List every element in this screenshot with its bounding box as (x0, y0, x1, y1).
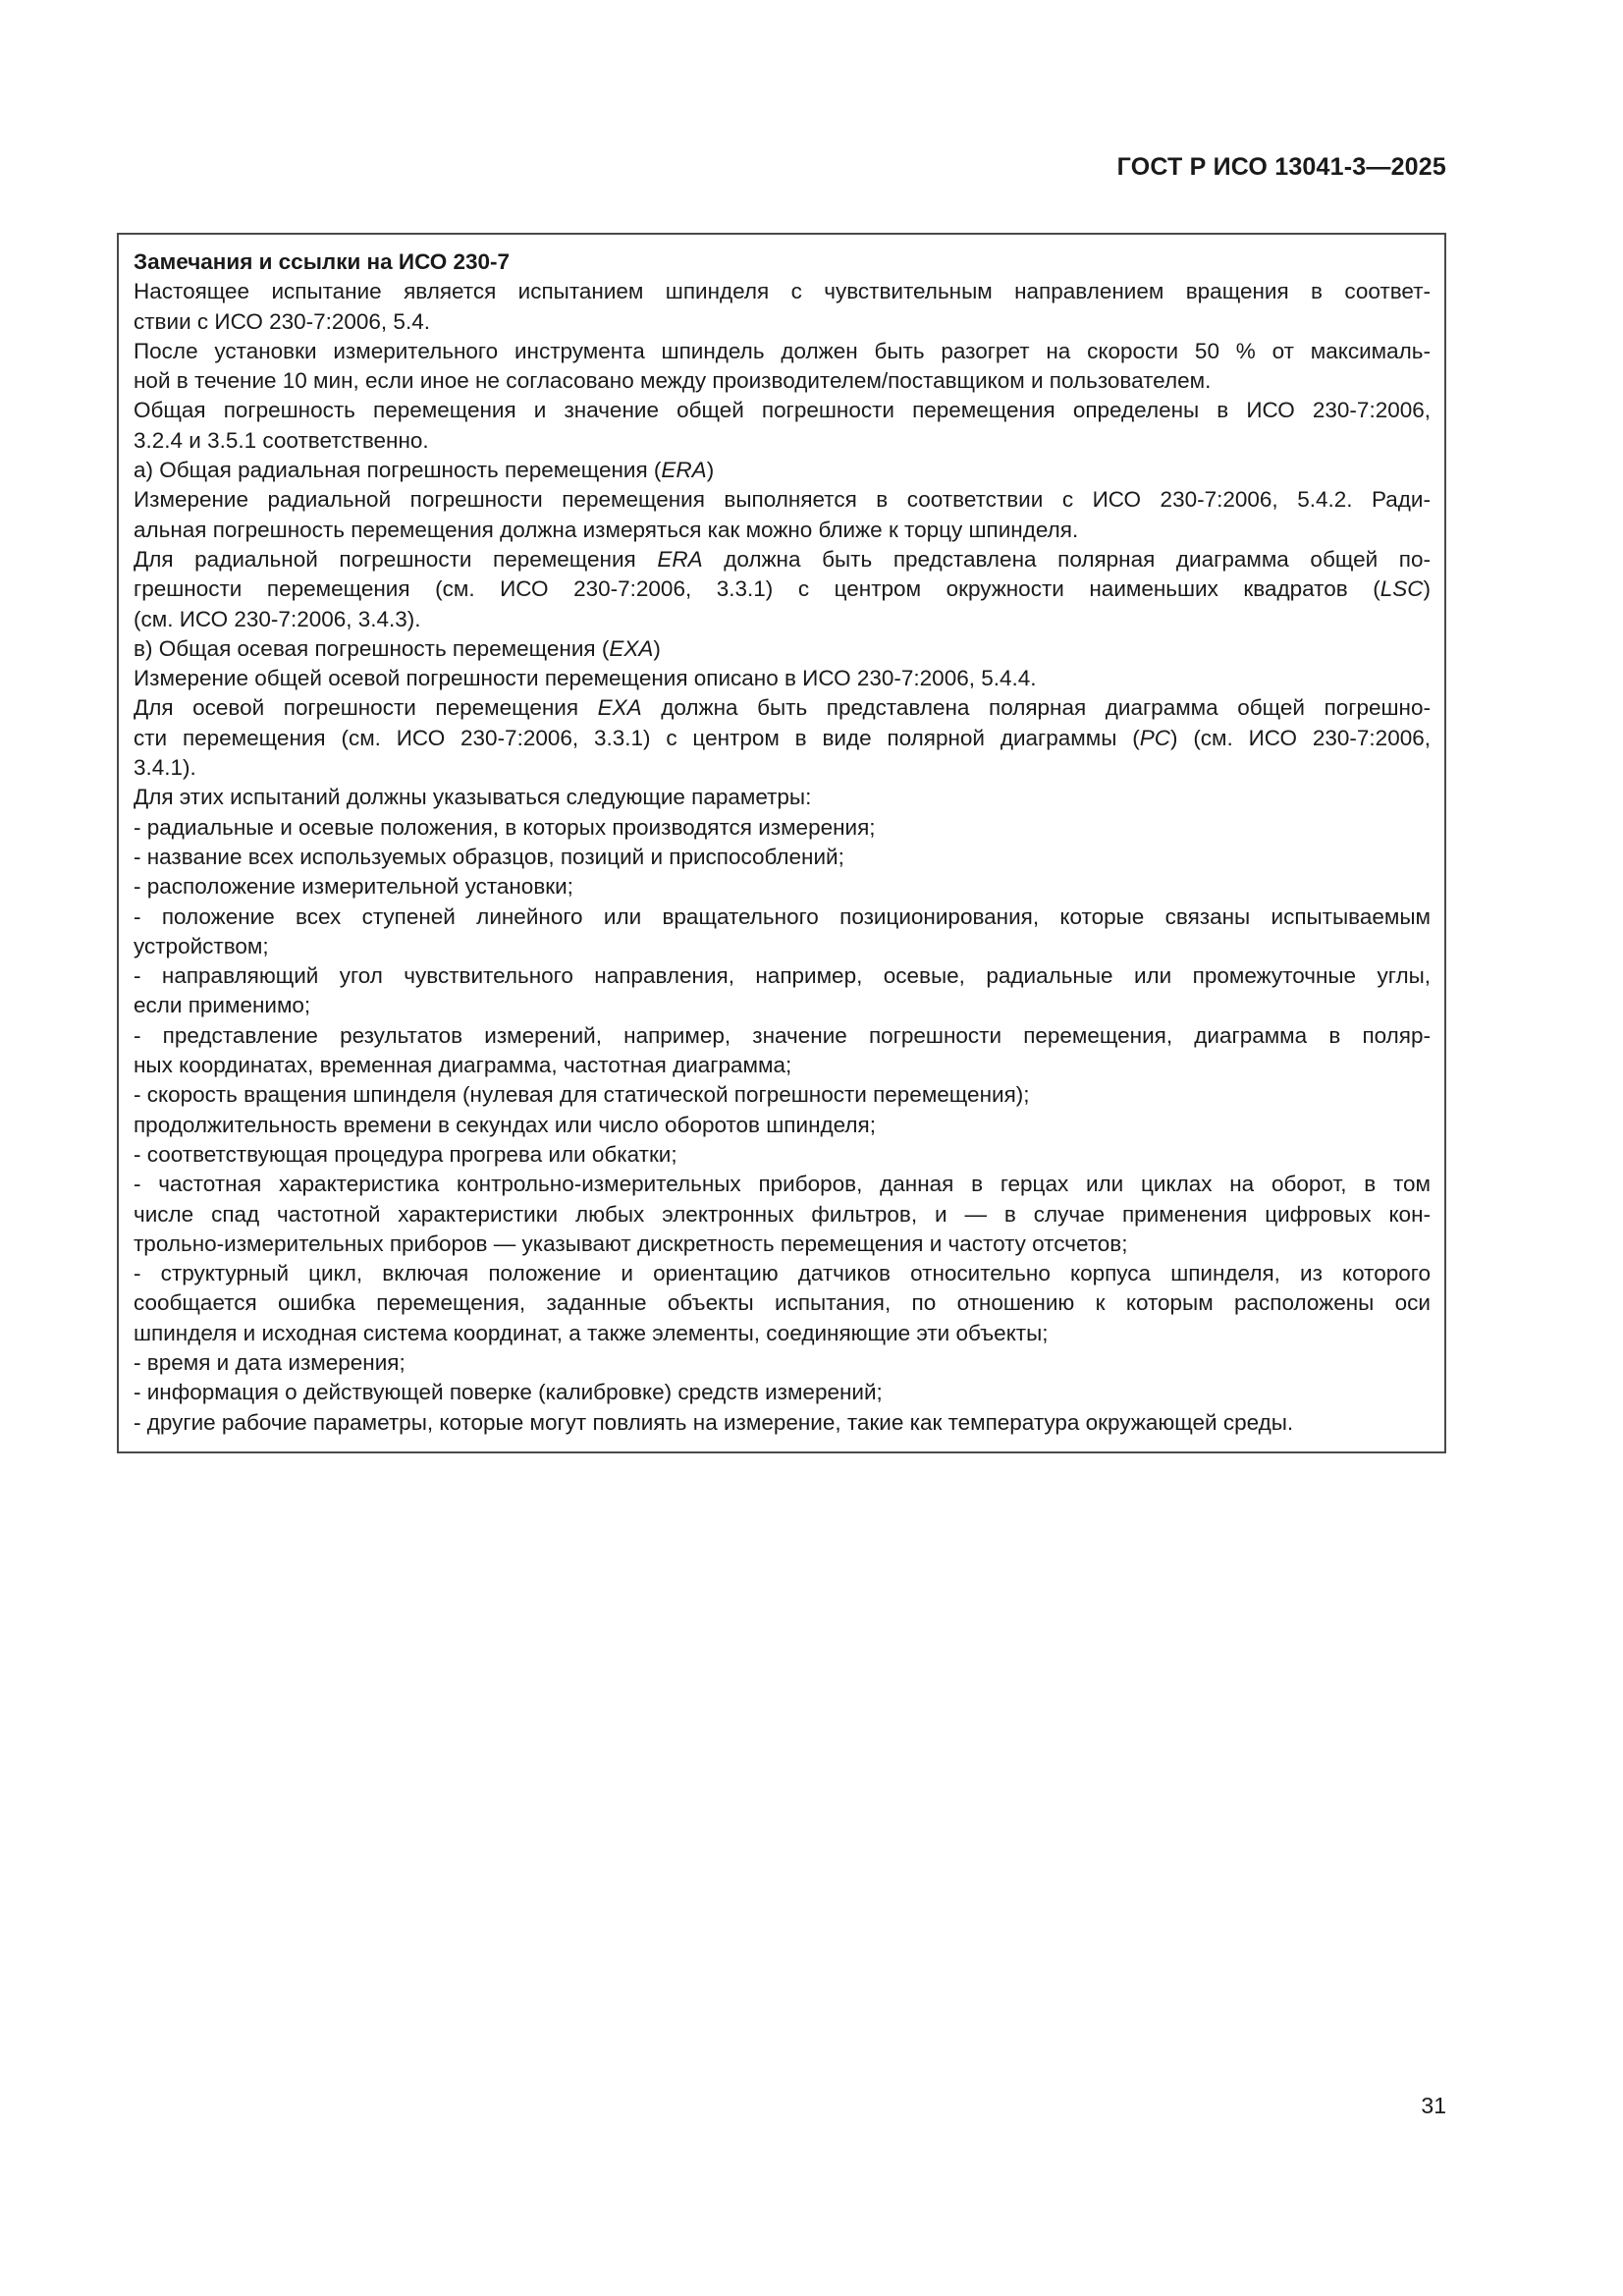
notes-text: ствии с ИСО 230-7:2006, 5.4. (134, 308, 430, 334)
notes-line (134, 664, 1431, 693)
notes-abbreviation: PC (1139, 725, 1170, 750)
notes-line (134, 1170, 1431, 1199)
notes-text: - частотная характеристика контрольно-измерительных приборов, данная в герцах или циклах на оборот, в том (134, 1172, 1431, 1197)
notes-text: продолжительность времени в секундах или число оборотов шпинделя; (134, 1112, 876, 1137)
notes-line (134, 843, 1431, 872)
notes-line (134, 605, 1431, 634)
notes-line (134, 396, 1431, 425)
notes-text: сообщается ошибка перемещения, заданные объекты испытания, по отношению к которым расположены оси (134, 1290, 1431, 1316)
notes-line (134, 1200, 1431, 1230)
notes-text: сти перемещения (см. ИСО 230-7:2006, 3.3.1) с центром в виде полярной диаграммы ( (134, 725, 1140, 750)
notes-abbreviation: EXA (609, 635, 654, 661)
notes-abbreviation: LSC (1380, 576, 1424, 602)
notes-line (134, 1348, 1431, 1378)
document-standard-id: ГОСТ Р ИСО 13041-3—2025 (1116, 153, 1446, 181)
notes-box (117, 233, 1446, 1453)
notes-line (134, 456, 1431, 485)
notes-title: Замечания и ссылки на ИСО 230-7 (134, 249, 511, 274)
notes-text: - информация о действующей поверке (калибровке) средств измерений; (134, 1380, 883, 1405)
notes-text: если применимо; (134, 993, 311, 1018)
notes-line (134, 574, 1431, 604)
notes-text: - радиальные и осевые положения, в которых производятся измерения; (134, 814, 876, 840)
notes-line (134, 1051, 1431, 1080)
notes-text: а) Общая радиальная погрешность перемещения ( (134, 458, 662, 483)
notes-text: должна быть представлена полярная диаграмма общей погрешно- (641, 695, 1431, 721)
notes-line (134, 693, 1431, 723)
notes-line (134, 932, 1431, 961)
notes-line (134, 1021, 1431, 1051)
notes-text: - расположение измерительной установки; (134, 874, 573, 900)
notes-abbreviation: ERA (661, 458, 707, 483)
notes-line (134, 516, 1431, 545)
notes-line (134, 753, 1431, 783)
notes-line (134, 1111, 1431, 1140)
notes-line (134, 724, 1431, 753)
notes-text: - представление результатов измерений, например, значение погрешности перемещения, диаграмма в поляр- (134, 1022, 1431, 1048)
notes-line (134, 902, 1431, 932)
notes-text: 3.2.4 и 3.5.1 соответственно. (134, 427, 429, 453)
page-number: 31 (1421, 2093, 1446, 2118)
notes-text: - название всех используемых образцов, позиций и приспособлений; (134, 844, 844, 869)
notes-line (134, 277, 1431, 306)
notes-text: - соответствующая процедура прогрева или обкатки; (134, 1141, 677, 1167)
notes-text: Для осевой погрешности перемещения (134, 695, 598, 721)
notes-text: ) (1423, 576, 1431, 602)
notes-text: (см. ИСО 230-7:2006, 3.4.3). (134, 606, 421, 631)
notes-abbreviation: ERA (657, 546, 703, 572)
notes-text: ных координатах, временная диаграмма, частотная диаграмма; (134, 1053, 792, 1078)
notes-text: альная погрешность перемещения должна измеряться как можно ближе к торцу шпинделя. (134, 517, 1079, 542)
notes-line (134, 426, 1431, 456)
notes-line (134, 1288, 1431, 1318)
notes-text: - скорость вращения шпинделя (нулевая для статической погрешности перемещения); (134, 1082, 1030, 1108)
notes-line (134, 1259, 1431, 1288)
notes-text: должна быть представлена полярная диаграмма общей по- (702, 546, 1431, 572)
notes-line (134, 307, 1431, 337)
notes-text: - другие рабочие параметры, которые могут повлиять на измерение, такие как температура окружающей среды. (134, 1409, 1294, 1435)
notes-line (134, 783, 1431, 812)
notes-line (134, 1080, 1431, 1110)
notes-line (134, 991, 1431, 1020)
notes-text: Измерение радиальной погрешности перемещения выполняется в соответствии с ИСО 230-7:2006, 5.4.2. Ради- (134, 487, 1431, 513)
notes-text: Для радиальной погрешности перемещения (134, 546, 658, 572)
notes-line (134, 1319, 1431, 1348)
notes-text: устройством; (134, 933, 269, 958)
notes-text: ) (653, 635, 661, 661)
notes-line (134, 813, 1431, 843)
notes-line (134, 1140, 1431, 1170)
notes-text: Измерение общей осевой погрешности перемещения описано в ИСО 230-7:2006, 5.4.4. (134, 666, 1037, 691)
notes-line (134, 545, 1431, 574)
notes-text: трольно-измерительных приборов — указывают дискретность перемещения и частоту отсчетов; (134, 1230, 1128, 1256)
notes-text: Для этих испытаний должны указываться следующие параметры: (134, 785, 812, 810)
notes-text: ной в течение 10 мин, если иное не согласовано между производителем/поставщиком и пользователем. (134, 368, 1212, 394)
notes-text: Общая погрешность перемещения и значение общей погрешности перемещения определены в ИСО 230-7:2006, (134, 398, 1431, 423)
notes-text: шпинделя и исходная система координат, а также элементы, соединяющие эти объекты; (134, 1320, 1049, 1345)
notes-line (134, 1230, 1431, 1259)
notes-line (134, 872, 1431, 902)
notes-text: - направляющий угол чувствительного направления, например, осевые, радиальные или промежуточные углы, (134, 963, 1431, 989)
notes-text: ) (706, 458, 715, 483)
notes-line (134, 1378, 1431, 1407)
notes-abbreviation: EXA (597, 695, 642, 721)
notes-text: ) (см. ИСО 230-7:2006, (1169, 725, 1431, 750)
notes-line (134, 1408, 1431, 1438)
notes-line (134, 337, 1431, 366)
notes-line (134, 485, 1431, 515)
notes-text: 3.4.1). (134, 755, 196, 781)
notes-line (134, 634, 1431, 664)
notes-line (134, 961, 1431, 991)
notes-text: - структурный цикл, включая положение и ориентацию датчиков относительно корпуса шпинделя, из которого (134, 1261, 1431, 1286)
notes-text: числе спад частотной характеристики любых электронных фильтров, и — в случае применения цифровых кон- (134, 1201, 1431, 1227)
notes-text: - время и дата измерения; (134, 1349, 406, 1375)
notes-line (134, 366, 1431, 396)
notes-text: - положение всех ступеней линейного или вращательного позиционирования, которые связаны испытываемым (134, 903, 1431, 929)
notes-text: грешности перемещения (см. ИСО 230-7:2006, 3.3.1) с центром окружности наименьших квадратов ( (134, 576, 1380, 602)
notes-text: Настоящее испытание является испытанием шпинделя с чувствительным направлением вращения в соответ- (134, 279, 1431, 304)
notes-text: в) Общая осевая погрешность перемещения ( (134, 635, 610, 661)
notes-body (134, 277, 1431, 1438)
notes-text: После установки измерительного инструмента шпиндель должен быть разогрет на скорости 50 % от максималь- (134, 338, 1431, 363)
